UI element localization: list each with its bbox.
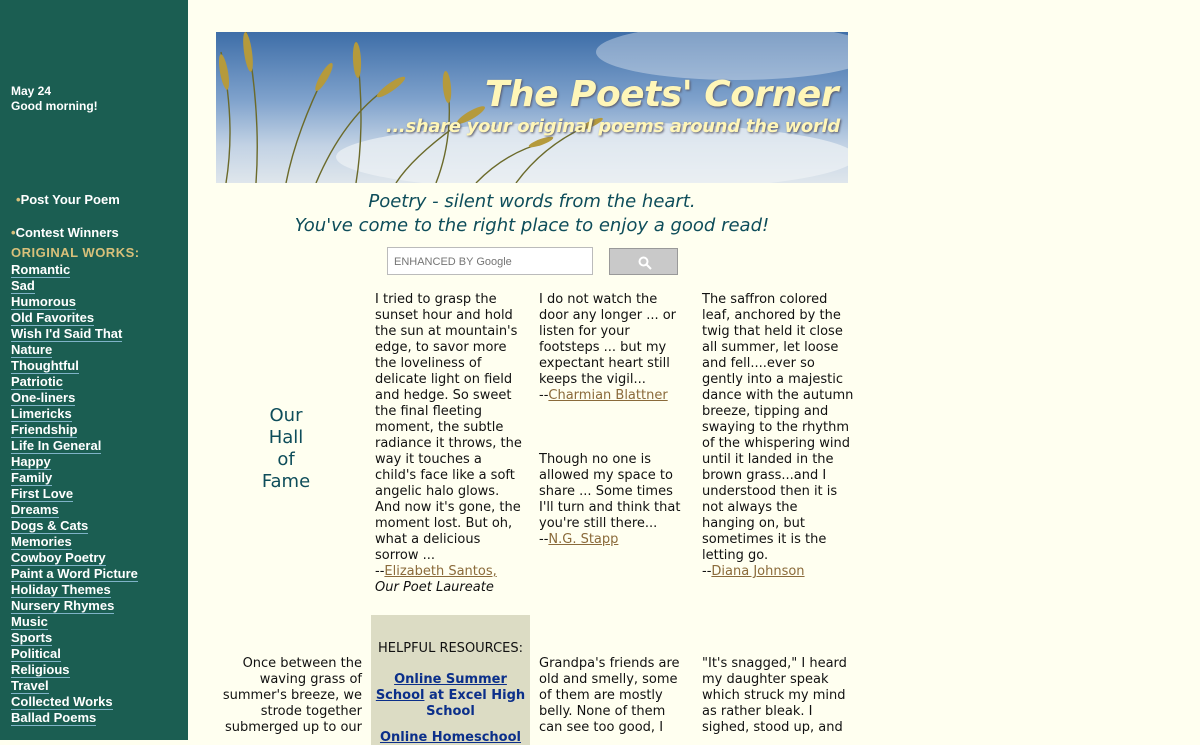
greeting-text: Good morning! (11, 99, 98, 113)
category-link[interactable]: Music (11, 614, 48, 629)
hall-line: of (277, 449, 295, 470)
category-link[interactable]: Cowboy Poetry (11, 550, 106, 565)
poem-excerpt (539, 656, 689, 736)
poem-excerpt: I tried to grasp the sunset hour and hold the sun at mountain's edge, to savor more the loveliness of delicate light on field and hedge. So sweet the final fleeting moment, the subtle radiance it throws, the way it touches a child's face like a soft angelic halo glows. And now it's gone, the moment lost. But oh, what a delicious sorrow ... --Elizabeth Santos, Our Poet Laureate (375, 292, 522, 595)
category-link[interactable]: Humorous (11, 294, 76, 309)
site-banner (216, 32, 848, 183)
category-item (11, 453, 138, 469)
category-link[interactable]: Sports (11, 630, 53, 645)
category-item (11, 517, 138, 533)
category-link[interactable]: Religious (11, 662, 70, 677)
poem-excerpt: I do not watch the door any longer ... or listen for your footsteps ... but my expectant heart still keeps the vigil... --Charmian Blattner (539, 292, 677, 403)
category-item (11, 661, 138, 677)
search-input[interactable] (392, 249, 592, 275)
category-link[interactable]: Thoughtful (11, 358, 79, 373)
post-poem-label: Post Your Poem (20, 192, 120, 207)
category-item (11, 565, 138, 581)
category-item (11, 485, 138, 501)
category-link[interactable]: Friendship (11, 422, 78, 437)
poem-excerpt: The saffron colored leaf, anchored by the twig that held it close all summer, let loose and fell....ever so gently into a majestic dance with the autumn breeze, tipping and swaying to the rhythm of the whispering wind until it landed in the brown grass...and I understood then it is not always the hanging on, but sometimes it is the letting go. --Diana Johnson (702, 292, 854, 579)
summer-school-suffix: at Excel High School (424, 688, 526, 719)
search-box (387, 247, 593, 275)
category-item (11, 549, 138, 565)
category-link[interactable]: Political (11, 646, 61, 661)
poet-laureate-note: Our Poet Laureate (375, 580, 494, 595)
category-item (11, 469, 138, 485)
category-item (11, 629, 138, 645)
category-item (11, 405, 138, 421)
category-item (11, 277, 138, 293)
category-item (11, 613, 138, 629)
category-item (11, 501, 138, 517)
category-item (11, 677, 138, 693)
category-link[interactable]: Sad (11, 278, 35, 293)
category-link[interactable]: Paint a Word Picture (11, 566, 138, 581)
category-item (11, 325, 138, 341)
category-link[interactable]: Patriotic (11, 374, 64, 389)
poem-text: "It's snagged," I heard my daughter speak which struck my mind as rather bleak. I sighed, stood up, and (702, 656, 847, 735)
tagline-line2: You've come to the right place to enjoy a good read! (294, 215, 770, 236)
hall-of-fame-heading (216, 405, 356, 493)
poem-text: Though no one is allowed my space to share ... Some times I'll turn and think that you're still there... (539, 452, 681, 531)
author-link[interactable]: Diana Johnson (711, 564, 805, 579)
category-item (11, 597, 138, 613)
category-link[interactable]: Old Favorites (11, 310, 95, 325)
resources-heading: HELPFUL RESOURCES: (378, 641, 523, 656)
post-poem-link[interactable] (16, 192, 120, 207)
bullet-icon: • (16, 192, 21, 207)
summer-school-link[interactable]: Online Summer School (375, 672, 507, 703)
author-link[interactable]: Elizabeth Santos, (384, 564, 497, 579)
author-link[interactable]: Charmian Blattner (548, 388, 668, 403)
category-item (11, 373, 138, 389)
search-button[interactable] (609, 248, 678, 275)
category-link[interactable]: Collected Works (11, 694, 113, 709)
category-link[interactable]: Travel (11, 678, 49, 693)
category-link[interactable]: Happy (11, 454, 51, 469)
category-item (11, 293, 138, 309)
category-link[interactable]: Holiday Themes (11, 582, 111, 597)
author-link[interactable]: N.G. Stapp (548, 532, 619, 547)
category-link[interactable]: Memories (11, 534, 72, 549)
category-item (11, 261, 138, 277)
hall-line: Hall (268, 427, 304, 448)
category-link[interactable]: One-liners (11, 390, 76, 405)
category-item (11, 309, 138, 325)
category-item (11, 421, 138, 437)
helpful-resources-box (371, 615, 530, 745)
poem-excerpt (216, 656, 362, 736)
poem-text: Once between the waving grass of summer's breeze, we strode together submerged up to our (222, 656, 362, 735)
poem-text: Grandpa's friends are old and smelly, some of them are mostly belly. None of them can see too good, I (539, 656, 680, 735)
poem-excerpt (702, 656, 854, 736)
poem-text: I do not watch the door any longer ... or listen for your footsteps ... but my expectant heart still keeps the vigil... (539, 292, 677, 387)
homeschool-link[interactable]: Online Homeschool (379, 730, 521, 745)
category-item (11, 693, 138, 709)
category-link[interactable]: Limericks (11, 406, 72, 421)
category-item (11, 437, 138, 453)
category-item (11, 389, 138, 405)
category-link[interactable]: Life In General (11, 438, 102, 453)
category-link[interactable]: Family (11, 470, 53, 485)
hall-line: Fame (261, 471, 311, 492)
tagline-line1: Poetry - silent words from the heart. (368, 191, 696, 212)
contest-winners-label: Contest Winners (15, 225, 119, 240)
hall-line: Our (269, 405, 303, 426)
category-item (11, 357, 138, 373)
summer-school-text (371, 672, 530, 720)
category-item (11, 645, 138, 661)
poem-excerpt: Though no one is allowed my space to share ... Some times I'll turn and think that you're still there... --N.G. Stapp (539, 452, 681, 547)
category-link[interactable]: Ballad Poems (11, 710, 97, 725)
category-item (11, 533, 138, 549)
category-link[interactable]: Romantic (11, 262, 71, 277)
poem-text: The saffron colored leaf, anchored by the twig that held it close all summer, let loose and fell....ever so gently into a majestic dance with the autumn breeze, tipping and swaying to the rhythm of the whispering wind until it landed in the brown grass...and I understood then it is not always the hanging on, but sometimes it is the letting go. (702, 292, 854, 563)
poem-text: I tried to grasp the sunset hour and hold the sun at mountain's edge, to savor more the loveliness of delicate light on field and hedge. So sweet the final fleeting moment, the subtle radiance it throws, the way it touches a child's face like a soft angelic halo glows. And now it's gone, the moment lost. But oh, what a delicious sorrow ... (375, 292, 522, 563)
category-link[interactable]: Dogs & Cats (11, 518, 89, 533)
bullet-icon: • (11, 225, 16, 240)
category-list (11, 261, 138, 725)
date-greeting (11, 84, 98, 114)
original-works-heading: ORIGINAL WORKS: (11, 245, 140, 260)
category-link[interactable]: Wish I'd Said That (11, 326, 123, 341)
banner-title: The Poets' Corner (484, 74, 838, 115)
category-link[interactable]: Dreams (11, 502, 59, 517)
tagline (216, 190, 848, 238)
sidebar (0, 0, 188, 740)
category-item (11, 709, 138, 725)
banner-subtitle: ...share your original poems around the world (385, 116, 840, 137)
category-item (11, 341, 138, 357)
contest-winners-link[interactable] (11, 225, 119, 240)
category-link[interactable]: Nursery Rhymes (11, 598, 115, 613)
category-link[interactable]: First Love (11, 486, 74, 501)
date-text: May 24 (11, 84, 52, 98)
category-item (11, 581, 138, 597)
category-link[interactable]: Nature (11, 342, 53, 357)
search-icon (638, 256, 652, 270)
